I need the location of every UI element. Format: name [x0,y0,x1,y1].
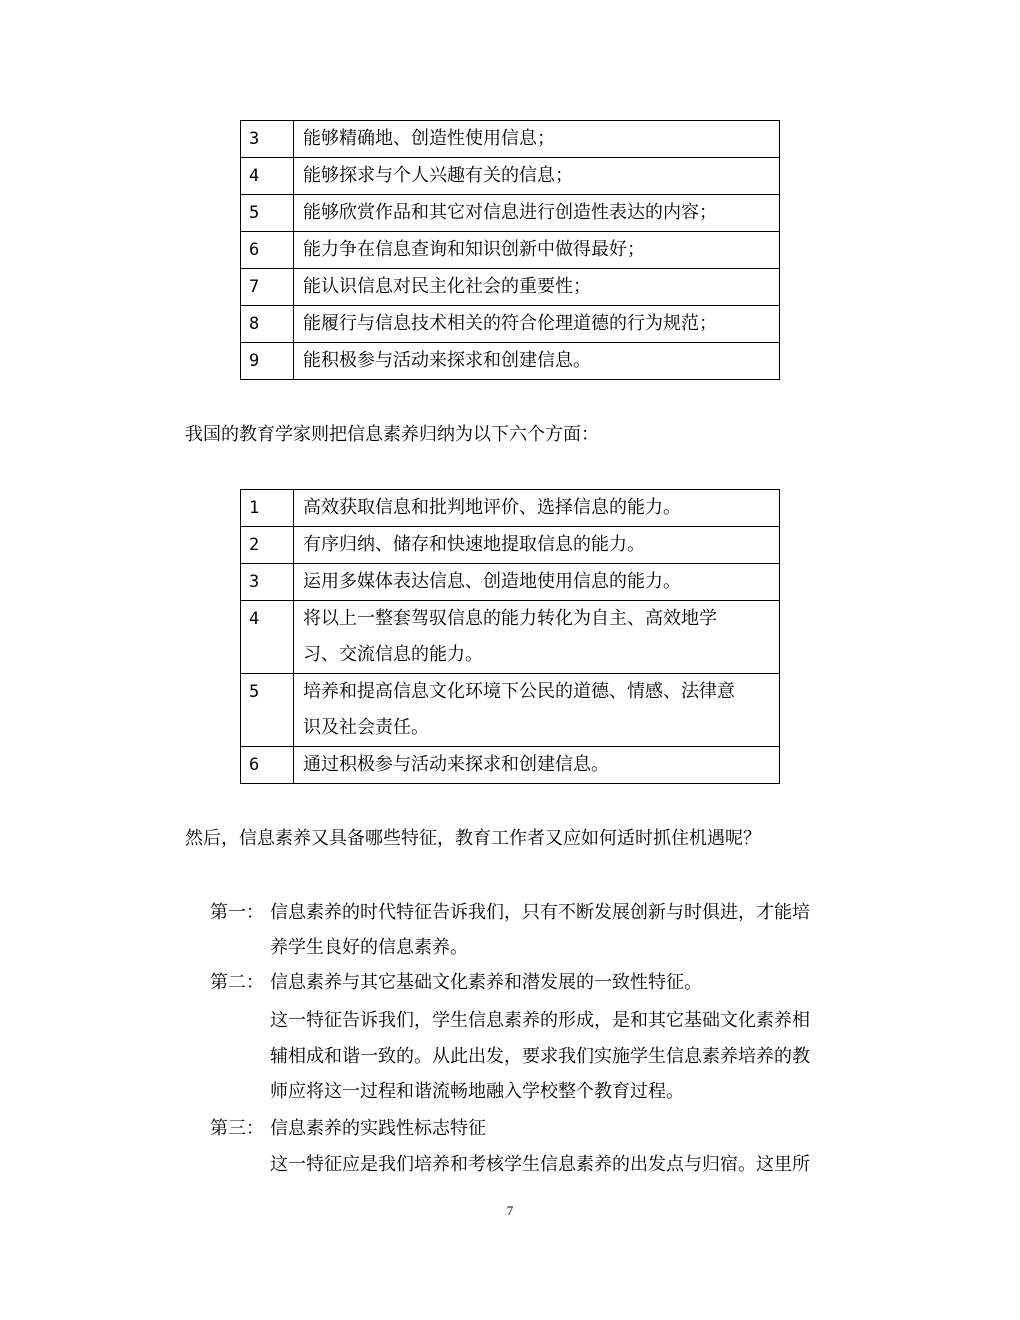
table-row [241,158,780,195]
row-text: 能力争在信息查询和知识创新中做得最好； [294,232,780,269]
point-1-text: 养学生良好的信息素养。 [270,937,468,958]
row-number: 5 [241,195,294,232]
row-number: 1 [241,490,294,527]
point-2-text: 师应将这一过程和谐流畅地融入学校整个教育过程。 [270,1081,684,1102]
row-text: 能认识信息对民主化社会的重要性； [294,269,780,306]
row-text: 能履行与信息技术相关的符合伦理道德的行为规范； [294,306,780,343]
row-text: 通过积极参与活动来探求和创建信息。 [294,747,780,784]
row-text [294,601,780,674]
table-row [241,306,780,343]
table-row [241,490,780,527]
point-2-label: 第二： [210,972,264,993]
row-text: 运用多媒体表达信息、创造地使用信息的能力。 [294,564,780,601]
requirements-table [240,120,780,380]
point-3-text: 信息素养的实践性标志特征 [270,1118,486,1139]
point-2-text: 辅相成和谐一致的。从此出发，要求我们实施学生信息素养培养的教 [270,1046,810,1067]
point-2-text: 这一特征告诉我们，学生信息素养的形成，是和其它基础文化素养相 [270,1010,810,1031]
row-text-line: 培养和提高信息文化环境下公民的道德、情感、法律意 [303,681,735,702]
table-row [241,564,780,601]
row-number: 4 [241,158,294,195]
point-3-text: 这一特征应是我们培养和考核学生信息素养的出发点与归宿。这里所 [270,1154,810,1175]
table-row [241,343,780,380]
row-text-line: 将以上一整套驾驭信息的能力转化为自主、高效地学 [303,608,717,629]
row-number: 7 [241,269,294,306]
row-number: 9 [241,343,294,380]
six-aspects-table [240,489,780,784]
page-number: 7 [506,1203,514,1218]
row-number: 5 [241,674,294,747]
row-text: 高效获取信息和批判地评价、选择信息的能力。 [294,490,780,527]
table-row [241,527,780,564]
table-row [241,747,780,784]
row-text [294,674,780,747]
row-text: 能积极参与活动来探求和创建信息。 [294,343,780,380]
row-text: 能够精确地、创造性使用信息； [294,121,780,158]
table-row [241,232,780,269]
row-number: 4 [241,601,294,674]
row-text: 有序归纳、储存和快速地提取信息的能力。 [294,527,780,564]
intro-paragraph: 我国的教育学家则把信息素养归纳为以下六个方面： [185,424,599,445]
row-number: 6 [241,747,294,784]
table-row [241,269,780,306]
row-number: 2 [241,527,294,564]
point-3-label: 第三： [210,1118,264,1139]
table-row [241,674,780,747]
point-1-text: 信息素养的时代特征告诉我们，只有不断发展创新与时俱进，才能培 [270,902,810,923]
row-number: 3 [241,564,294,601]
row-text-line: 习、交流信息的能力。 [303,644,483,665]
table-row [241,121,780,158]
row-number: 3 [241,121,294,158]
question-paragraph: 然后，信息素养又具备哪些特征，教育工作者又应如何适时抓住机遇呢？ [185,828,761,849]
table-row [241,195,780,232]
row-number: 8 [241,306,294,343]
row-number: 6 [241,232,294,269]
point-1-label: 第一： [210,902,264,923]
row-text: 能够欣赏作品和其它对信息进行创造性表达的内容； [294,195,780,232]
row-text: 能够探求与个人兴趣有关的信息； [294,158,780,195]
point-2-text: 信息素养与其它基础文化素养和潜发展的一致性特征。 [270,972,702,993]
row-text-line: 识及社会责任。 [303,717,429,738]
table-row [241,601,780,674]
